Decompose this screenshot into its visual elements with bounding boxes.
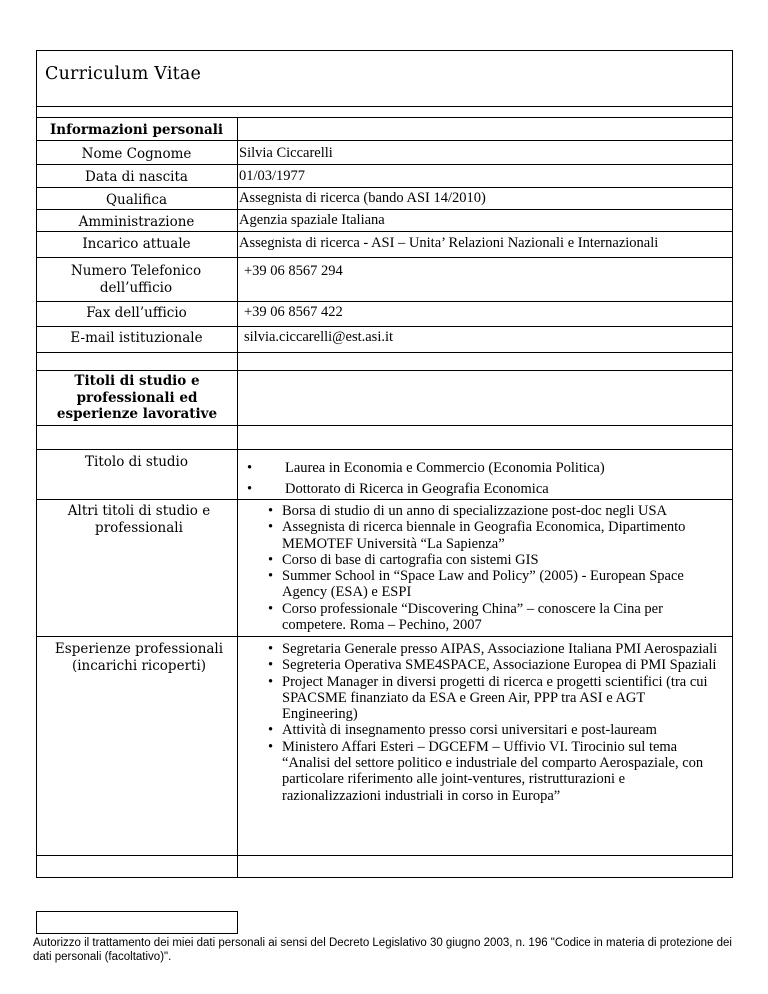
field-label: Esperienze professionali (incarichi ricoperti) (54, 641, 224, 674)
rule (36, 231, 733, 232)
field-value: Silvia Ciccarelli (239, 145, 333, 161)
rule (36, 106, 733, 107)
field-value: Assegnista di ricerca - ASI – Unita’ Relazioni Nazionali e Internazionali (239, 235, 659, 251)
list-item: • Segretaria Generale presso AIPAS, Associazione Italiana PMI Aerospaziali (268, 641, 718, 657)
field-value: Agenzia spaziale Italiana (239, 212, 385, 228)
rule (36, 326, 733, 327)
rule (36, 257, 733, 258)
list-item: • Project Manager in diversi progetti di ricerca e progetti scientifici (tra cui SPACSME finanziato da ESA e Green Air, PPP tra ASI e AGT Engineering) (268, 673, 708, 723)
rule (36, 140, 733, 141)
list-item: • Assegnista di ricerca biennale in Geografia Economica, Dipartimento MEMOTEF Università “La Sapienza” (268, 519, 686, 552)
rule (36, 449, 733, 450)
list-item: • Corso professionale “Discovering China” – conoscere la Cina per competere. Roma – Pechino, 2007 (268, 600, 663, 634)
field-label: Numero Telefonico dell’ufficio (70, 263, 202, 296)
page-title: Curriculum Vitae (45, 64, 202, 84)
field-value: +39 06 8567 422 (244, 304, 343, 320)
column-divider (237, 117, 238, 878)
section-header-personal: Informazioni personali (49, 122, 224, 138)
rule (36, 855, 733, 856)
rule (36, 425, 733, 426)
section-header-studies: Titoli di studio e professionali ed esperienze lavorative (56, 373, 218, 422)
esperienze-list (252, 641, 718, 804)
rule (36, 187, 733, 188)
field-label: Altri titoli di studio e professionali (67, 503, 211, 536)
list-item: • Corso di base di cartografia con sistemi GIS (268, 551, 539, 568)
list-item: • Ministero Affari Esteri – DGCEFM – Uffivio VI. Tirocinio sul tema “Analisi del settore politico e industriale del comparto Aerospaziale, con particolare riferimento alle joint-ventures, ristrutturazioni e razionalizzazioni industriali in corso in Europa” (268, 738, 704, 804)
list-item: • Laurea in Economia e Commercio (Economia Politica) (247, 460, 605, 476)
footnote-separator-box (36, 911, 238, 934)
field-value: Assegnista di ricerca (bando ASI 14/2010) (239, 190, 486, 206)
list-item: • Dottorato di Ricerca in Geografia Economica (247, 481, 549, 497)
privacy-footnote: Autorizzo il trattamento dei miei dati personali ai sensi del Decreto Legislativo 30 giugno 2003, n. 196 "Codice in materia di protezione dei dati personali (facoltativo)". (33, 937, 732, 963)
field-value: 01/03/1977 (239, 168, 306, 184)
rule (36, 301, 733, 302)
rule (36, 352, 733, 353)
field-label: Qualifica (105, 192, 168, 208)
field-label: Data di nascita (85, 169, 188, 185)
field-label: Incarico attuale (82, 236, 191, 252)
rule (36, 117, 733, 118)
field-label: Fax dell’ufficio (86, 305, 187, 321)
list-item: • Borsa di studio di un anno di specializzazione post-doc negli USA (268, 503, 667, 519)
field-label: Nome Cognome (81, 146, 192, 162)
field-label: Titolo di studio (85, 454, 188, 470)
list-item: • Segreteria Operativa SME4SPACE, Associazione Europea di PMI Spaziali (268, 657, 717, 674)
titolo-list (247, 458, 707, 500)
field-value: +39 06 8567 294 (244, 263, 343, 279)
field-label: E-mail istituzionale (70, 330, 203, 346)
rule (36, 164, 733, 165)
field-label: Amministrazione (78, 214, 195, 230)
altri-titoli-list (252, 503, 712, 633)
rule (36, 209, 733, 210)
list-item: • Attività di insegnamento presso corsi universitari e post-lauream (268, 722, 657, 739)
list-item: • Summer School in “Space Law and Policy” (2005) - European Space Agency (ESA) e ESPI (268, 568, 684, 601)
rule (36, 636, 733, 637)
field-value: silvia.ciccarelli@est.asi.it (244, 329, 394, 345)
rule (36, 370, 733, 371)
